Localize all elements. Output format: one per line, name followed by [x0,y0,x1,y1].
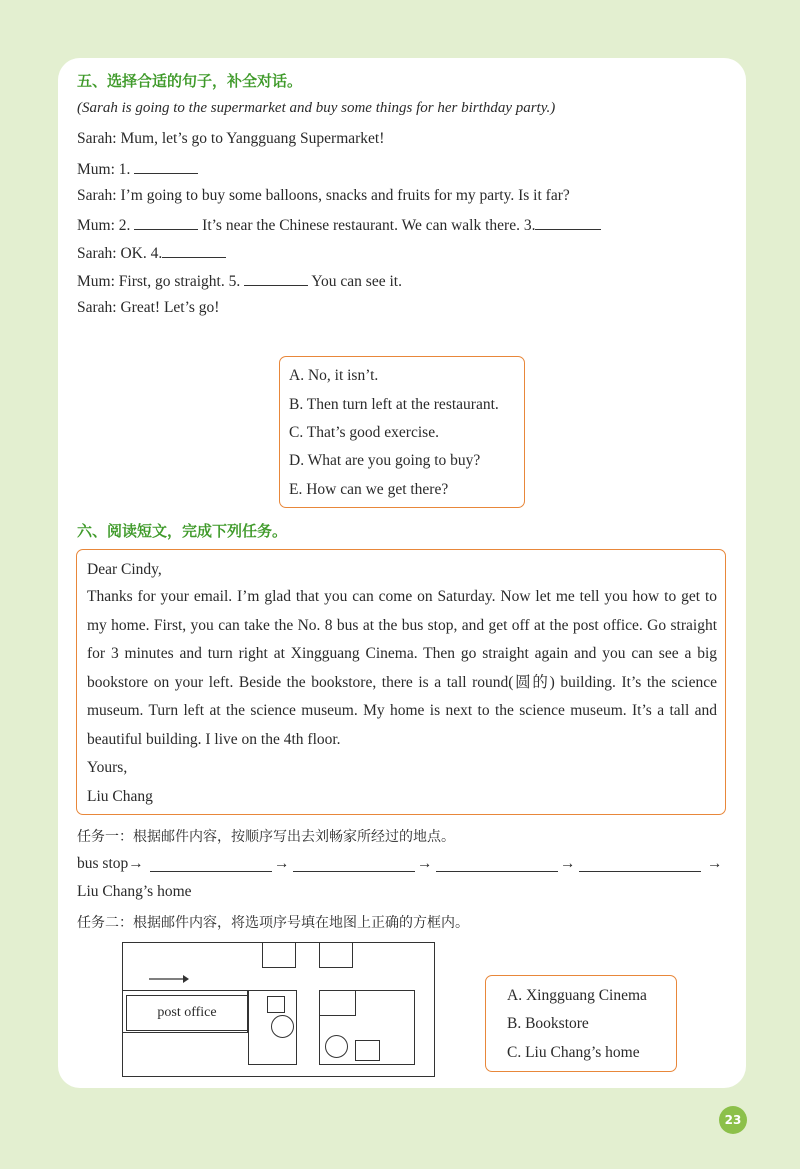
route-map [122,942,435,1077]
route-blank-4[interactable] [579,857,701,872]
speaker: Mum: [77,273,115,290]
dialogue-line-1 [77,130,384,148]
dialogue-line-2 [77,159,198,179]
option-e: E. How can we get there? [289,481,449,498]
letter-body: Thanks for your email. I’m glad that you can come on Saturday. Now let me tell you how to get to my home. First, you can take the No. 8 bus at the bus stop, and get off at the post office. Go straight for 3 minutes and turn right at Xingguang Cinema. Then go straight again and you can see a big bookstore on your left. Beside the bookstore, there is a tall round(圆的) building. It’s the science museum. Turn left at the science museum. My home is next to the science museum. It’s a tall and beautiful building. I live on the 4th floor. [87,588,717,748]
speaker: Sarah: [77,299,117,316]
line-text-after: You can see it. [311,273,402,290]
map-option-b: B. Bookstore [507,1015,589,1032]
map-round-building-right [325,1035,348,1058]
route-arrow: → [417,855,433,872]
letter-closing: Yours, [87,759,128,776]
line-text: I’m going to buy some balloons, snacks and fruits for my party. Is it far? [120,187,570,204]
speaker: Sarah: [77,187,117,204]
speaker: Sarah: [77,245,117,262]
task1-prompt: 任务一：根据邮件内容，按顺序写出去刘畅家所经过的地点。 [77,829,455,845]
section6-title: 六、阅读短文，完成下列任务。 [77,522,288,540]
map-box-left-small[interactable] [267,996,285,1013]
map-box-top-2[interactable] [319,942,353,968]
task2-prompt: 任务二：根据邮件内容，将选项序号填在地图上正确的方框内。 [77,915,469,931]
route-blank-1[interactable] [150,857,272,872]
dialogue-line-3 [77,187,570,205]
section5-context: (Sarah is going to the supermarket and buy some things for her birthday party.) [77,100,556,116]
direction-arrow-icon [149,973,189,985]
answer-blank-3[interactable] [535,215,601,230]
dialogue-line-5 [77,243,226,263]
option-c: C. That’s good exercise. [289,424,439,441]
dialogue-line-4 [77,215,601,235]
route-blank-2[interactable] [293,857,415,872]
route-arrow: → [274,855,290,872]
dialogue-line-6 [77,271,402,291]
option-a: A. No, it isn’t. [289,367,379,384]
speaker: Mum: [77,161,115,178]
answer-blank-2[interactable] [134,215,198,230]
line-text: First, go straight. 5. [118,273,241,290]
answer-blank-4[interactable] [162,243,226,258]
map-option-a: A. Xingguang Cinema [507,987,647,1004]
map-round-building-left [271,1015,294,1038]
line-text-after: It’s near the Chinese restaurant. We can walk there. 3. [202,217,536,234]
answer-blank-5[interactable] [244,271,308,286]
page-number: 23 [719,1106,747,1134]
letter-signature: Liu Chang [87,788,153,805]
route-blank-3[interactable] [436,857,558,872]
map-post-office [126,995,248,1031]
task1-end: Liu Chang’s home [77,883,192,900]
post-office-label: post office [157,1005,217,1020]
speaker: Mum: [77,217,115,234]
route-arrow: → [560,855,576,872]
line-text: OK. 4. [120,245,163,262]
answer-blank-1[interactable] [134,159,198,174]
task1-start: bus stop→ [77,855,144,872]
dialogue-line-7 [77,299,219,317]
speaker: Sarah: [77,130,117,147]
line-text: Mum, let’s go to Yangguang Supermarket! [120,130,385,147]
map-option-c: C. Liu Chang’s home [507,1044,640,1061]
option-b: B. Then turn left at the restaurant. [289,396,499,413]
map-box-right-top[interactable] [319,990,356,1016]
option-d: D. What are you going to buy? [289,452,481,469]
line-text: Great! Let’s go! [120,299,220,316]
map-box-right-small[interactable] [355,1040,380,1061]
route-arrow: → [707,855,723,872]
letter-greeting: Dear Cindy, [87,561,162,578]
line-text: 2. [118,217,131,234]
line-text: 1. [118,161,131,178]
section5-title: 五、选择合适的句子，补全对话。 [77,72,303,90]
map-box-top-1[interactable] [262,942,296,968]
